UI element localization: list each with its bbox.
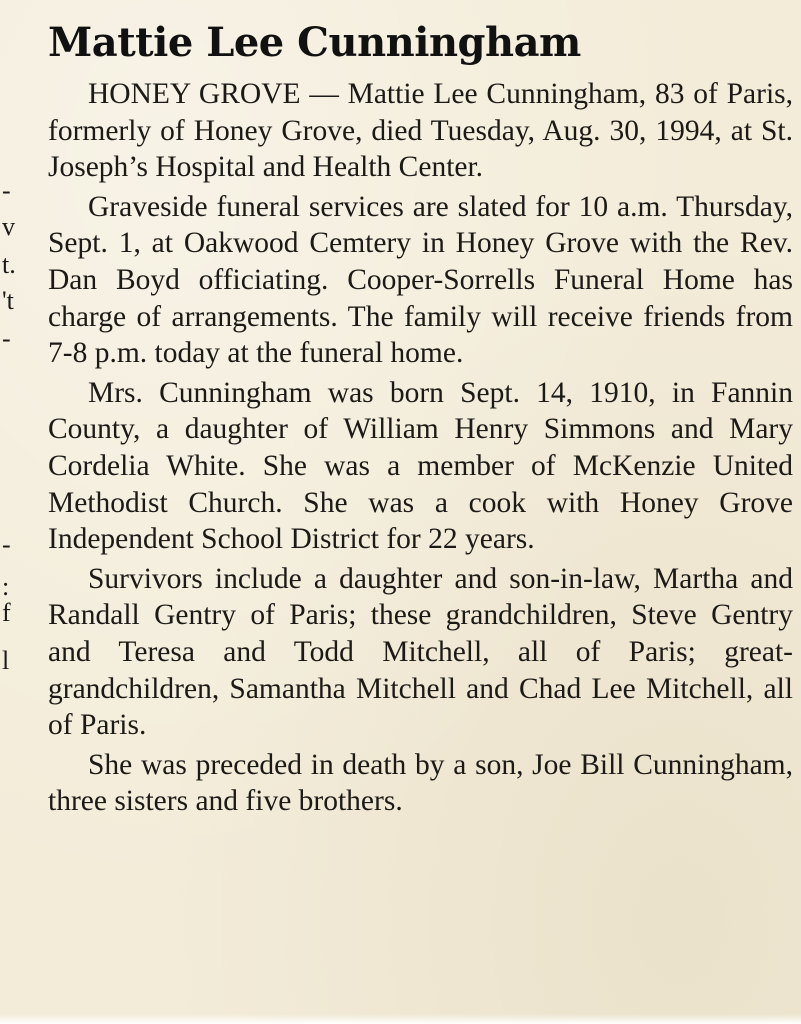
- paragraph-services: Graveside funeral services are slated for 10 a.m. Thursday, Sept. 1, at Oakwood Cemtery in Honey Grove with the Rev. Dan Boyd officiating. Cooper-Sorrells Funeral Home has charge of arrangements. The family will receive friends from 7-8 p.m. today at the funeral home.: [48, 190, 793, 370]
- margin-fragment: 't: [2, 286, 14, 315]
- paragraph-death-notice: HONEY GROVE — Mattie Lee Cunningham, 83 of Paris, formerly of Honey Grove, died Tuesday, Aug. 30, 1994, at St. Joseph’s Hospital and Health Center.: [48, 78, 793, 184]
- paragraph-preceded: She was preceded in death by a son, Joe Bill Cunningham, three sisters and five brothers.: [48, 748, 793, 818]
- torn-bottom-edge: [0, 1014, 801, 1024]
- margin-fragment: f: [2, 598, 11, 627]
- margin-fragment: t.: [2, 250, 16, 279]
- obituary-headline: Mattie Lee Cunningham: [48, 19, 581, 66]
- adjacent-column-fragments: [0, 0, 30, 1024]
- margin-fragment: l: [2, 646, 10, 675]
- paragraph-survivors: Survivors include a daughter and son-in-law, Martha and Randall Gentry of Paris; these grandchildren, Steve Gentry and Teresa and Todd Mitchell, all of Paris; great-grandchildren, Samantha Mitchell and Chad Lee Mitchell, all of Paris.: [48, 562, 793, 742]
- obituary-body: [48, 76, 793, 823]
- margin-fragment: v: [2, 212, 15, 241]
- margin-fragment: -: [2, 324, 11, 353]
- margin-fragment: -: [2, 530, 11, 559]
- margin-fragment: -: [2, 176, 11, 205]
- paragraph-biography: Mrs. Cunningham was born Sept. 14, 1910, in Fannin County, a daughter of William Henry Simmons and Mary Cordelia White. She was a member of McKenzie United Methodist Church. She was a cook with Honey Grove Independent School District for 22 years.: [48, 376, 793, 556]
- margin-fragment: :: [2, 572, 10, 601]
